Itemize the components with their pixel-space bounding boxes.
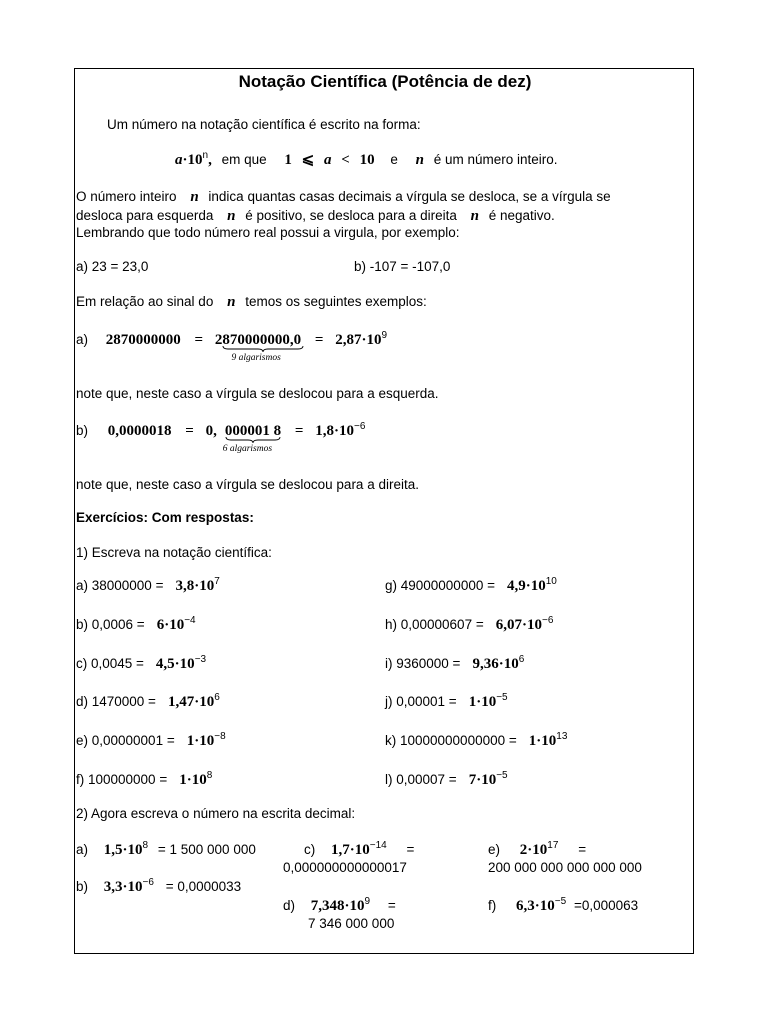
q2-e-exp: 17 — [547, 839, 559, 851]
q1-answer-mantissa: 9,36·10 — [472, 656, 519, 672]
ex-a-note: 9 algarismos — [231, 353, 281, 363]
q2-d-exp: 9 — [364, 895, 371, 907]
ex-a-label: a) — [76, 332, 89, 347]
intro-text: Um número na notação científica é escrito na forma: — [107, 117, 421, 132]
q2-b-mantissa: 3,3·10 — [103, 879, 143, 895]
q2-c-label: c) — [304, 842, 316, 857]
form-n: n — [415, 152, 424, 168]
q2-e-eq: = — [578, 842, 587, 857]
example-a: a) 23 = 23,0 — [76, 259, 149, 274]
q1-item — [76, 575, 220, 594]
ex-a-eq: = — [194, 332, 204, 348]
ex-a-braced: 870000000 — [222, 332, 290, 348]
q2-f-mantissa: 6,3·10 — [516, 898, 555, 914]
ex-b-eq: = — [185, 423, 194, 439]
note-right: note que, neste caso a vírgula se deslocou para a direita. — [76, 477, 419, 492]
para-l2-n2: n — [470, 208, 479, 224]
q1-item — [385, 691, 508, 710]
ex-a-eq2: = — [314, 332, 324, 348]
question-1: 1) Escreva na notação científica: — [76, 545, 272, 560]
ex-a-rest: ,0 — [289, 332, 302, 348]
q1-question: k) 10000000000000 = — [385, 733, 517, 748]
q2-item-c — [304, 839, 415, 858]
q1-answer-exp: 10 — [545, 575, 557, 587]
q1-answer-exp: 8 — [206, 769, 213, 781]
form-inteiro: é um número inteiro. — [433, 152, 558, 167]
ex-b-eq2: = — [294, 423, 304, 439]
example-negative — [76, 420, 366, 454]
para-l2-n: n — [227, 208, 236, 224]
example-positive — [76, 329, 388, 363]
para-line-1 — [76, 189, 611, 205]
q1-item — [76, 769, 213, 788]
sign-start: Em relação ao sinal do — [76, 294, 214, 309]
q2-d-mantissa: 7,348·10 — [310, 898, 365, 914]
q1-question: j) 0,00001 = — [385, 694, 457, 709]
q1-question: b) 0,0006 = — [76, 617, 145, 632]
q2-item-b — [76, 876, 242, 895]
note-left: note que, neste caso a vírgula se deslocou para a esquerda. — [76, 386, 439, 401]
q1-answer-mantissa: 6·10 — [156, 617, 185, 633]
q1-answer-exp: −5 — [496, 691, 508, 703]
q2-e-label: e) — [488, 842, 501, 857]
form-a2: a — [324, 152, 332, 168]
para-l1-start: O número inteiro — [76, 189, 177, 204]
ex-b-exp: −6 — [354, 420, 366, 432]
ex-b-lhs: 0,0000018 — [107, 423, 172, 439]
ex-a-lhs: 2870000000 — [105, 332, 181, 348]
ex-b-mantissa: 1,8·10 — [315, 423, 354, 439]
form-dot10: ·10 — [182, 152, 203, 168]
form-e: e — [390, 152, 398, 167]
q1-answer-exp: −8 — [214, 730, 226, 742]
q1-answer-mantissa: 6,07·10 — [495, 617, 542, 633]
question-2: 2) Agora escreva o número na escrita decimal: — [76, 806, 356, 821]
q2-item-d — [283, 895, 396, 914]
q1-answer-exp: −4 — [184, 614, 196, 626]
para-l1-n: n — [190, 189, 199, 205]
q1-item — [385, 653, 525, 672]
q1-answer-exp: 6 — [518, 653, 525, 665]
page-title: Notação Científica (Potência de dez) — [238, 72, 532, 91]
q1-answer-mantissa: 1·10 — [528, 733, 557, 749]
q1-item — [385, 769, 508, 788]
general-form — [175, 149, 558, 168]
ex-b-first: 0, — [205, 423, 217, 439]
q1-answer-exp: 6 — [214, 691, 220, 703]
q2-f-label: f) — [488, 898, 497, 913]
q1-item — [385, 614, 554, 633]
q1-answer-exp: −5 — [496, 769, 508, 781]
para-l1-end: indica quantas casas decimais a vírgula se desloca, se a vírgula se — [208, 189, 611, 204]
q2-a-answer: = 1 500 000 000 — [157, 842, 256, 857]
q2-b-answer: = 0,0000033 — [165, 879, 242, 894]
q1-question: e) 0,00000001 = — [76, 733, 175, 748]
form-leq: ⩽ — [301, 152, 315, 168]
q2-item-f — [488, 895, 639, 914]
ex-a-first: 2 — [214, 332, 223, 348]
q1-answer-mantissa: 1,47·10 — [167, 694, 215, 710]
ex-a-exp: 9 — [381, 329, 388, 341]
q1-item — [76, 653, 207, 672]
para-l2-start: desloca para esquerda — [76, 208, 214, 223]
sign-n: n — [227, 294, 236, 310]
q1-answer-exp: 13 — [556, 730, 568, 742]
sign-line — [76, 294, 427, 310]
para-line-3: Lembrando que todo número real possui a virgula, por exemplo: — [76, 225, 460, 240]
document-frame — [74, 68, 694, 954]
q1-question: c) 0,0045 = — [76, 656, 144, 671]
q1-question: d) 1470000 = — [76, 694, 156, 709]
q1-item — [76, 614, 196, 633]
q2-d-eq: = — [387, 898, 396, 913]
sign-end: temos os seguintes exemplos: — [245, 294, 427, 309]
ex-b-rest: 8 — [273, 423, 282, 439]
q1-answer-exp: −6 — [541, 614, 554, 626]
q2-c-answer: 0,000000000000017 — [283, 860, 407, 875]
q1-answer-exp: 7 — [214, 575, 220, 587]
q2-c-eq: = — [406, 842, 415, 857]
q1-question: i) 9360000 = — [385, 656, 461, 671]
exercises-heading: Exercícios: Com respostas: — [76, 510, 254, 525]
ex-a-braced-group — [222, 332, 290, 363]
ex-a-mantissa: 2,87·10 — [335, 332, 382, 348]
example-b: b) -107 = -107,0 — [354, 259, 451, 274]
q2-c-mantissa: 1,7·10 — [331, 842, 370, 858]
q1-item — [385, 575, 557, 594]
form-ten: 10 — [359, 152, 375, 168]
q1-question: a) 38000000 = — [76, 578, 164, 593]
q1-item — [76, 691, 220, 710]
q2-d-label: d) — [283, 898, 296, 913]
q2-item-a — [76, 839, 256, 858]
q1-question: h) 0,00000607 = — [385, 617, 484, 632]
ex-b-braced: 000001 — [224, 423, 270, 439]
q1-answer-mantissa: 4,5·10 — [155, 656, 195, 672]
q2-e-mantissa: 2·10 — [519, 842, 548, 858]
q1-question: g) 49000000000 = — [385, 578, 495, 593]
form-lt: < — [341, 152, 350, 168]
q1-answer-mantissa: 1·10 — [468, 694, 497, 710]
q2-f-answer: =0,000063 — [573, 898, 639, 913]
ex-b-braced-group — [222, 423, 273, 454]
para-l2-mid: é positivo, se desloca para a direita — [245, 208, 457, 223]
form-em-que: em que — [221, 152, 267, 167]
form-one: 1 — [284, 152, 292, 168]
q1-answer-mantissa: 4,9·10 — [506, 578, 546, 594]
q2-a-mantissa: 1,5·10 — [103, 842, 143, 858]
q2-a-exp: 8 — [142, 839, 149, 851]
q2-a-label: a) — [76, 842, 89, 857]
q1-answer-exp: −3 — [194, 653, 207, 665]
q2-e-answer: 200 000 000 000 000 000 — [488, 860, 642, 875]
form-a: a — [175, 152, 183, 168]
para-l2-end: é negativo. — [488, 208, 555, 223]
q2-b-exp: −6 — [142, 876, 154, 888]
form-comma: , — [208, 152, 212, 168]
ex-b-note: 6 algarismos — [222, 444, 273, 454]
q1-question: l) 0,00007 = — [385, 772, 457, 787]
q2-c-exp: −14 — [369, 839, 387, 851]
q2-b-label: b) — [76, 879, 89, 894]
q1-question: f) 100000000 = — [76, 772, 168, 787]
q2-item-e — [488, 839, 587, 858]
q2-f-exp: −5 — [554, 895, 567, 907]
q1-item — [76, 730, 226, 749]
q1-answer-mantissa: 7·10 — [468, 772, 497, 788]
q1-item — [385, 730, 568, 749]
q1-answer-mantissa: 3,8·10 — [175, 578, 215, 594]
q1-answer-mantissa: 1·10 — [186, 733, 215, 749]
form-exp-n: n — [202, 149, 209, 161]
ex-b-label: b) — [76, 423, 89, 438]
q2-d-answer: 7 346 000 000 — [308, 916, 395, 931]
para-line-2 — [76, 208, 555, 224]
q1-answer-mantissa: 1·10 — [179, 772, 207, 788]
